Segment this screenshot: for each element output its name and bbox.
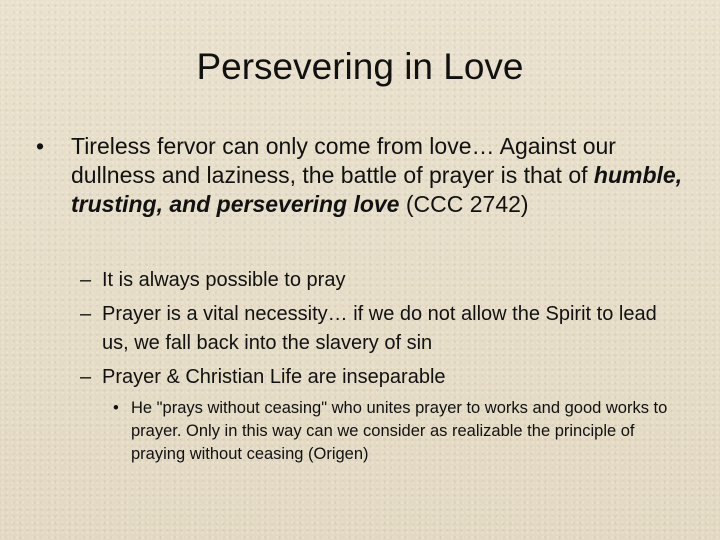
third-level-text: He "prays without ceasing" who unites prayer to works and good works to prayer. Only in this way can we consider as realizable the principle of praying without ceasing (Origen) bbox=[131, 399, 668, 463]
sub-bullet bbox=[80, 363, 670, 392]
sub-bullet-text: It is always possible to pray bbox=[102, 269, 346, 291]
sub-bullet-text: Prayer & Christian Life are inseparable bbox=[102, 366, 446, 388]
main-bullet bbox=[36, 132, 686, 219]
dash-marker: – bbox=[80, 303, 92, 325]
bullet-marker: • bbox=[113, 399, 119, 417]
sub-bullet-text: Prayer is a vital necessity… if we do not allow the Spirit to lead us, we fall back into the slavery of sin bbox=[102, 303, 657, 354]
bullet-marker: • bbox=[36, 133, 45, 159]
dash-marker: – bbox=[80, 269, 92, 291]
main-bullet-text bbox=[71, 132, 686, 219]
slide-title: Persevering in Love bbox=[196, 46, 524, 87]
dash-marker: – bbox=[80, 366, 92, 388]
sub-bullet bbox=[80, 266, 670, 295]
main-bullet-emphasis: humble, trusting, and persevering love bbox=[71, 162, 683, 217]
main-bullet-tail: (CCC 2742) bbox=[399, 191, 529, 217]
third-level-bullet bbox=[113, 397, 673, 466]
main-bullet-lead: Tireless fervor can only come from love… Against our dullness and laziness, the battle of prayer is that of bbox=[71, 133, 616, 188]
sub-bullet bbox=[80, 300, 670, 358]
